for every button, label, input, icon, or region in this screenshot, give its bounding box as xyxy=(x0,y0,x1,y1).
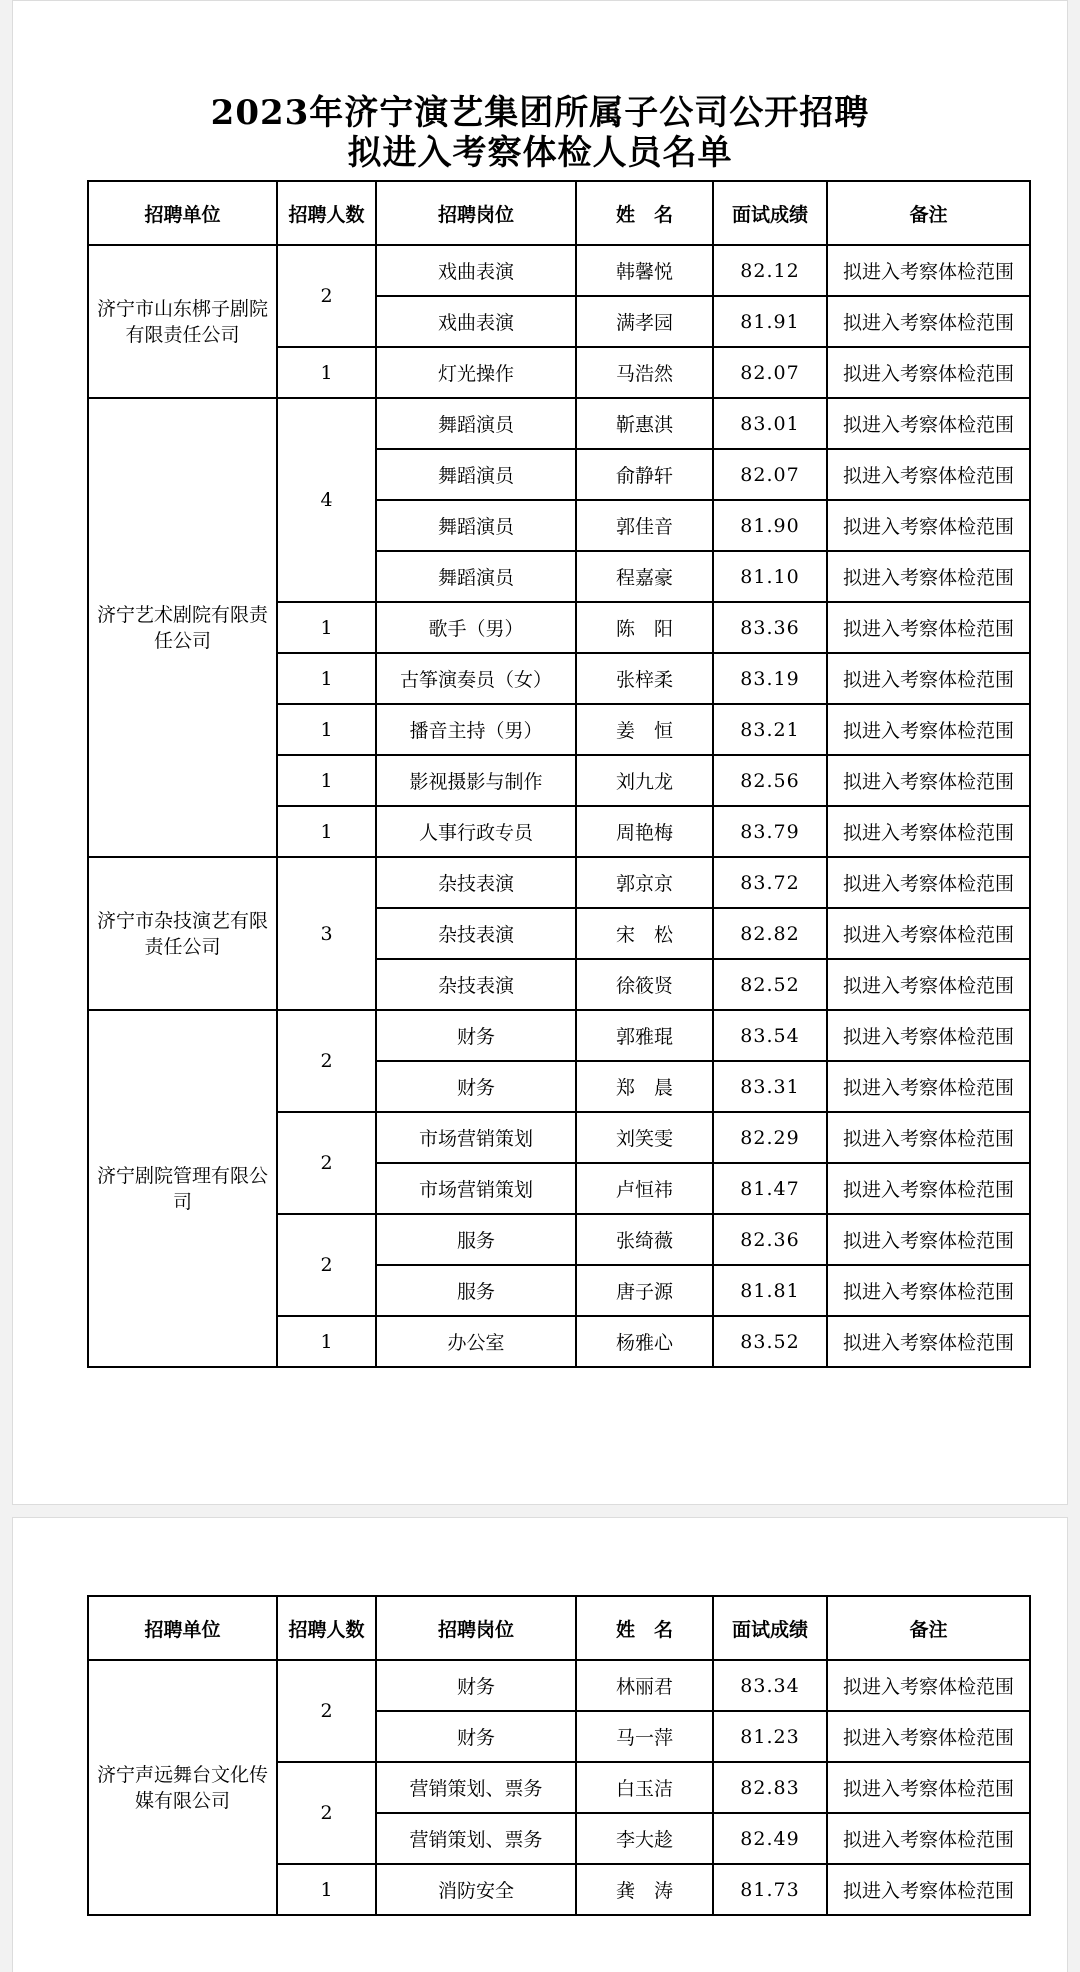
cell-score: 83.01 xyxy=(713,398,827,449)
cell-score: 81.10 xyxy=(713,551,827,602)
cell-position: 杂技表演 xyxy=(376,908,576,959)
cell-score: 82.29 xyxy=(713,1112,827,1163)
cell-position: 财务 xyxy=(376,1010,576,1061)
header-note: 备注 xyxy=(827,181,1030,245)
cell-score: 82.12 xyxy=(713,245,827,296)
cell-note: 拟进入考察体检范围 xyxy=(827,1660,1030,1711)
cell-count: 4 xyxy=(277,398,376,602)
cell-score: 82.82 xyxy=(713,908,827,959)
cell-position: 服务 xyxy=(376,1265,576,1316)
table-row xyxy=(88,857,1030,908)
cell-name: 卢恒祎 xyxy=(576,1163,713,1214)
cell-count: 1 xyxy=(277,602,376,653)
header-name: 姓 名 xyxy=(576,1596,713,1660)
cell-count: 1 xyxy=(277,653,376,704)
cell-score: 82.36 xyxy=(713,1214,827,1265)
cell-position: 市场营销策划 xyxy=(376,1112,576,1163)
cell-note: 拟进入考察体检范围 xyxy=(827,1061,1030,1112)
cell-position: 影视摄影与制作 xyxy=(376,755,576,806)
cell-score: 81.91 xyxy=(713,296,827,347)
cell-note: 拟进入考察体检范围 xyxy=(827,398,1030,449)
cell-score: 82.07 xyxy=(713,449,827,500)
cell-name: 宋 松 xyxy=(576,908,713,959)
cell-position: 杂技表演 xyxy=(376,857,576,908)
cell-score: 81.47 xyxy=(713,1163,827,1214)
cell-note: 拟进入考察体检范围 xyxy=(827,1214,1030,1265)
cell-note: 拟进入考察体检范围 xyxy=(827,959,1030,1010)
header-position: 招聘岗位 xyxy=(376,181,576,245)
header-unit: 招聘单位 xyxy=(88,181,277,245)
cell-score: 81.23 xyxy=(713,1711,827,1762)
cell-note: 拟进入考察体检范围 xyxy=(827,1265,1030,1316)
cell-note: 拟进入考察体检范围 xyxy=(827,653,1030,704)
cell-count: 2 xyxy=(277,1214,376,1316)
cell-score: 81.90 xyxy=(713,500,827,551)
cell-name: 程嘉豪 xyxy=(576,551,713,602)
cell-note: 拟进入考察体检范围 xyxy=(827,1813,1030,1864)
header-count: 招聘人数 xyxy=(277,181,376,245)
cell-score: 83.52 xyxy=(713,1316,827,1367)
cell-note: 拟进入考察体检范围 xyxy=(827,1316,1030,1367)
cell-position: 服务 xyxy=(376,1214,576,1265)
cell-score: 83.79 xyxy=(713,806,827,857)
cell-position: 舞蹈演员 xyxy=(376,551,576,602)
cell-score: 83.34 xyxy=(713,1660,827,1711)
cell-position: 舞蹈演员 xyxy=(376,500,576,551)
cell-unit: 济宁剧院管理有限公司 xyxy=(88,1010,277,1367)
cell-note: 拟进入考察体检范围 xyxy=(827,245,1030,296)
document-page-2 xyxy=(12,1517,1068,1972)
table-row xyxy=(88,398,1030,449)
cell-position: 财务 xyxy=(376,1061,576,1112)
header-name: 姓 名 xyxy=(576,181,713,245)
cell-note: 拟进入考察体检范围 xyxy=(827,1711,1030,1762)
cell-count: 2 xyxy=(277,1660,376,1762)
title-line-2: 拟进入考察体检人员名单 xyxy=(347,133,733,173)
cell-position: 舞蹈演员 xyxy=(376,398,576,449)
cell-score: 83.36 xyxy=(713,602,827,653)
cell-note: 拟进入考察体检范围 xyxy=(827,1112,1030,1163)
cell-position: 财务 xyxy=(376,1660,576,1711)
cell-name: 徐筱贤 xyxy=(576,959,713,1010)
cell-count: 2 xyxy=(277,1762,376,1864)
title-line-1: 2023年济宁演艺集团所属子公司公开招聘 xyxy=(210,93,870,133)
cell-position: 消防安全 xyxy=(376,1864,576,1915)
cell-unit: 济宁市杂技演艺有限责任公司 xyxy=(88,857,277,1010)
cell-note: 拟进入考察体检范围 xyxy=(827,755,1030,806)
cell-name: 林丽君 xyxy=(576,1660,713,1711)
table-row xyxy=(88,245,1030,296)
header-count: 招聘人数 xyxy=(277,1596,376,1660)
header-unit: 招聘单位 xyxy=(88,1596,277,1660)
cell-note: 拟进入考察体检范围 xyxy=(827,1010,1030,1061)
cell-position: 杂技表演 xyxy=(376,959,576,1010)
cell-note: 拟进入考察体检范围 xyxy=(827,1163,1030,1214)
cell-position: 人事行政专员 xyxy=(376,806,576,857)
cell-name: 郭雅琨 xyxy=(576,1010,713,1061)
table-header-row xyxy=(88,181,1030,245)
roster-table-page-1 xyxy=(87,180,1031,1368)
cell-name: 俞静轩 xyxy=(576,449,713,500)
cell-name: 龚 涛 xyxy=(576,1864,713,1915)
cell-name: 白玉洁 xyxy=(576,1762,713,1813)
cell-name: 陈 阳 xyxy=(576,602,713,653)
cell-name: 马一萍 xyxy=(576,1711,713,1762)
cell-note: 拟进入考察体检范围 xyxy=(827,602,1030,653)
cell-count: 1 xyxy=(277,806,376,857)
cell-unit: 济宁声远舞台文化传媒有限公司 xyxy=(88,1660,277,1915)
cell-unit: 济宁艺术剧院有限责任公司 xyxy=(88,398,277,857)
cell-name: 郑 晨 xyxy=(576,1061,713,1112)
table-body xyxy=(88,1660,1030,1915)
cell-position: 市场营销策划 xyxy=(376,1163,576,1214)
cell-score: 83.31 xyxy=(713,1061,827,1112)
table-body xyxy=(88,245,1030,1367)
cell-note: 拟进入考察体检范围 xyxy=(827,347,1030,398)
cell-score: 81.73 xyxy=(713,1864,827,1915)
cell-position: 营销策划、票务 xyxy=(376,1813,576,1864)
cell-note: 拟进入考察体检范围 xyxy=(827,551,1030,602)
cell-name: 张绮薇 xyxy=(576,1214,713,1265)
cell-name: 李大趁 xyxy=(576,1813,713,1864)
table-row xyxy=(88,1660,1030,1711)
cell-position: 舞蹈演员 xyxy=(376,449,576,500)
cell-name: 张梓柔 xyxy=(576,653,713,704)
cell-note: 拟进入考察体检范围 xyxy=(827,857,1030,908)
document-page-1 xyxy=(12,0,1068,1505)
header-position: 招聘岗位 xyxy=(376,1596,576,1660)
cell-position: 营销策划、票务 xyxy=(376,1762,576,1813)
cell-position: 戏曲表演 xyxy=(376,245,576,296)
table-row xyxy=(88,1010,1030,1061)
cell-name: 刘笑雯 xyxy=(576,1112,713,1163)
cell-name: 靳惠淇 xyxy=(576,398,713,449)
cell-unit: 济宁市山东梆子剧院有限责任公司 xyxy=(88,245,277,398)
cell-count: 2 xyxy=(277,1010,376,1112)
cell-count: 1 xyxy=(277,755,376,806)
header-note: 备注 xyxy=(827,1596,1030,1660)
cell-name: 唐子源 xyxy=(576,1265,713,1316)
cell-note: 拟进入考察体检范围 xyxy=(827,1864,1030,1915)
cell-note: 拟进入考察体检范围 xyxy=(827,449,1030,500)
cell-name: 韩馨悦 xyxy=(576,245,713,296)
cell-name: 满孝园 xyxy=(576,296,713,347)
cell-name: 马浩然 xyxy=(576,347,713,398)
cell-score: 82.83 xyxy=(713,1762,827,1813)
cell-name: 周艳梅 xyxy=(576,806,713,857)
table-header-row xyxy=(88,1596,1030,1660)
cell-note: 拟进入考察体检范围 xyxy=(827,296,1030,347)
cell-position: 灯光操作 xyxy=(376,347,576,398)
cell-position: 歌手（男） xyxy=(376,602,576,653)
cell-position: 戏曲表演 xyxy=(376,296,576,347)
cell-name: 郭佳音 xyxy=(576,500,713,551)
cell-note: 拟进入考察体检范围 xyxy=(827,908,1030,959)
cell-score: 82.56 xyxy=(713,755,827,806)
cell-count: 1 xyxy=(277,1864,376,1915)
cell-count: 1 xyxy=(277,704,376,755)
header-score: 面试成绩 xyxy=(713,1596,827,1660)
cell-note: 拟进入考察体检范围 xyxy=(827,1762,1030,1813)
roster-table-page-2 xyxy=(87,1595,1031,1916)
cell-score: 82.52 xyxy=(713,959,827,1010)
cell-score: 82.07 xyxy=(713,347,827,398)
cell-position: 办公室 xyxy=(376,1316,576,1367)
cell-score: 83.21 xyxy=(713,704,827,755)
cell-count: 3 xyxy=(277,857,376,1010)
header-score: 面试成绩 xyxy=(713,181,827,245)
cell-note: 拟进入考察体检范围 xyxy=(827,806,1030,857)
cell-score: 82.49 xyxy=(713,1813,827,1864)
cell-count: 2 xyxy=(277,1112,376,1214)
cell-name: 杨雅心 xyxy=(576,1316,713,1367)
cell-score: 83.72 xyxy=(713,857,827,908)
cell-score: 83.19 xyxy=(713,653,827,704)
cell-position: 古筝演奏员（女） xyxy=(376,653,576,704)
cell-score: 83.54 xyxy=(713,1010,827,1061)
cell-count: 1 xyxy=(277,347,376,398)
cell-count: 1 xyxy=(277,1316,376,1367)
cell-note: 拟进入考察体检范围 xyxy=(827,500,1030,551)
cell-position: 播音主持（男） xyxy=(376,704,576,755)
cell-score: 81.81 xyxy=(713,1265,827,1316)
cell-name: 姜 恒 xyxy=(576,704,713,755)
cell-count: 2 xyxy=(277,245,376,347)
cell-name: 郭京京 xyxy=(576,857,713,908)
cell-position: 财务 xyxy=(376,1711,576,1762)
cell-note: 拟进入考察体检范围 xyxy=(827,704,1030,755)
cell-name: 刘九龙 xyxy=(576,755,713,806)
